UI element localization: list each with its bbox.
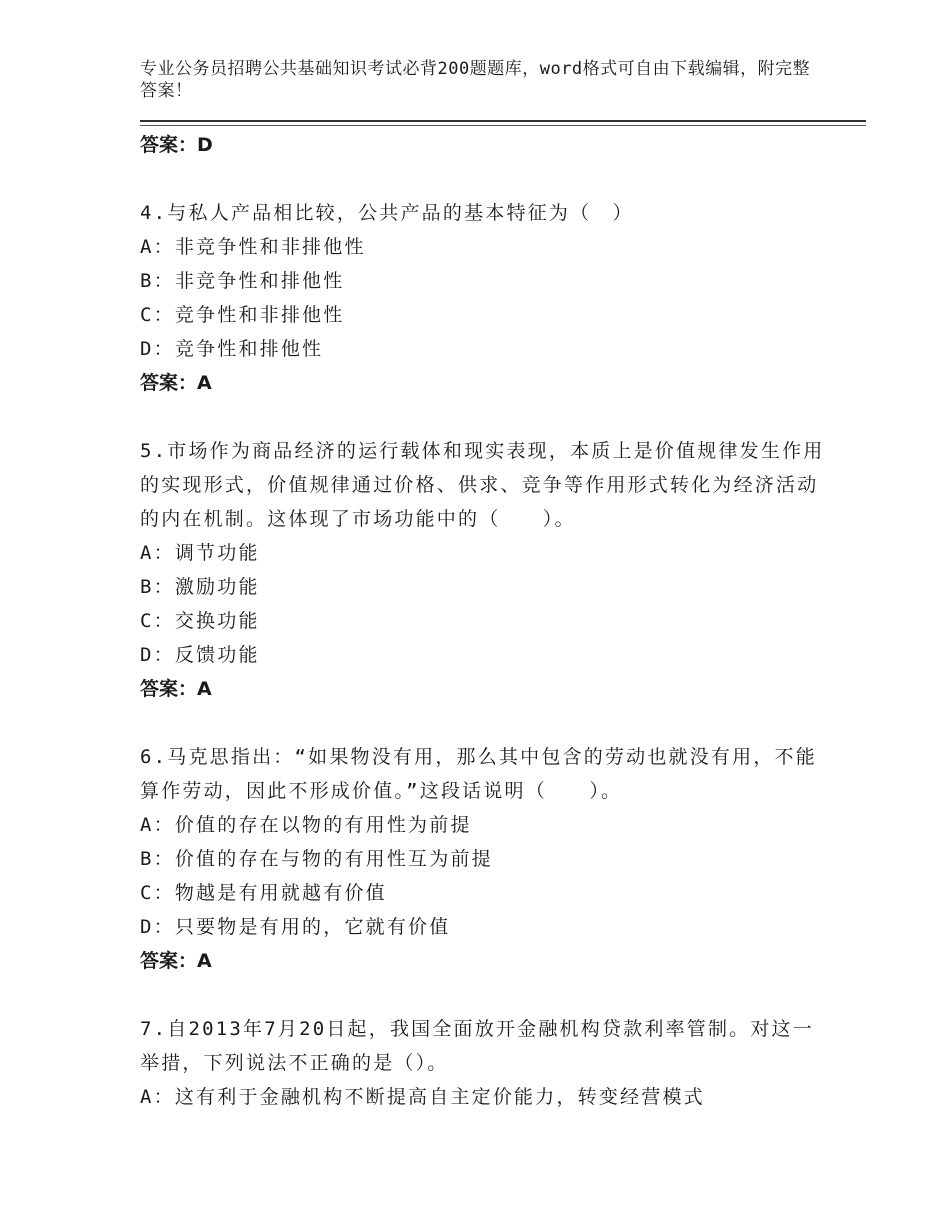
question-5-option-b: B：激励功能 bbox=[140, 576, 260, 598]
question-7-text: 7.自2013年7月20日起，我国全面放开金融机构贷款利率管制。对这一举措，下列说法不正确的是（）。 bbox=[140, 1018, 814, 1074]
question-6-option-d: D：只要物是有用的，它就有价值 bbox=[140, 916, 451, 938]
question-6-text: 6.马克思指出：“如果物没有用，那么其中包含的劳动也就没有用，不能算作劳动，因此不形成价值。”这段话说明（ ）。 bbox=[140, 746, 817, 802]
question-5-option-a: A：调节功能 bbox=[140, 542, 260, 564]
question-4-option-a: A：非竞争性和非排他性 bbox=[140, 236, 366, 258]
question-4-option-d: D：竞争性和排他性 bbox=[140, 338, 324, 360]
question-content bbox=[140, 128, 830, 1114]
spacer bbox=[140, 400, 830, 434]
question-4-option-c: C：竞争性和非排他性 bbox=[140, 304, 345, 326]
page-header: 专业公务员招聘公共基础知识考试必背200题题库，word格式可自由下载编辑，附完整答案！ bbox=[140, 59, 811, 101]
answer-5: 答案：A bbox=[140, 678, 212, 700]
question-4-text: 4.与私人产品相比较，公共产品的基本特征为（ ） bbox=[140, 202, 634, 224]
question-5-text: 5.市场作为商品经济的运行载体和现实表现，本质上是价值规律发生作用的实现形式，价值规律通过价格、供求、竞争等作用形式转化为经济活动的内在机制。这体现了市场功能中的（ ）。 bbox=[140, 440, 825, 530]
header-rule-thick bbox=[140, 120, 866, 122]
header-rule-thin bbox=[140, 125, 866, 126]
question-7-option-a: A：这有利于金融机构不断提高自主定价能力，转变经营模式 bbox=[140, 1086, 705, 1108]
answer-4: 答案：A bbox=[140, 372, 212, 394]
spacer bbox=[140, 706, 830, 740]
question-6-option-a: A：价值的存在以物的有用性为前提 bbox=[140, 814, 472, 836]
question-6-option-c: C：物越是有用就越有价值 bbox=[140, 882, 387, 904]
answer-6: 答案：A bbox=[140, 950, 212, 972]
question-block-6 bbox=[140, 740, 830, 978]
spacer bbox=[140, 978, 830, 1012]
question-5-option-c: C：交换功能 bbox=[140, 610, 260, 632]
question-block-7 bbox=[140, 1012, 830, 1114]
question-block-5 bbox=[140, 434, 830, 706]
question-6-option-b: B：价值的存在与物的有用性互为前提 bbox=[140, 848, 493, 870]
spacer bbox=[140, 162, 830, 196]
question-5-option-d: D：反馈功能 bbox=[140, 644, 260, 666]
question-4-option-b: B：非竞争性和排他性 bbox=[140, 270, 345, 292]
answer-3: 答案：D bbox=[140, 134, 213, 156]
question-block-4 bbox=[140, 196, 830, 400]
